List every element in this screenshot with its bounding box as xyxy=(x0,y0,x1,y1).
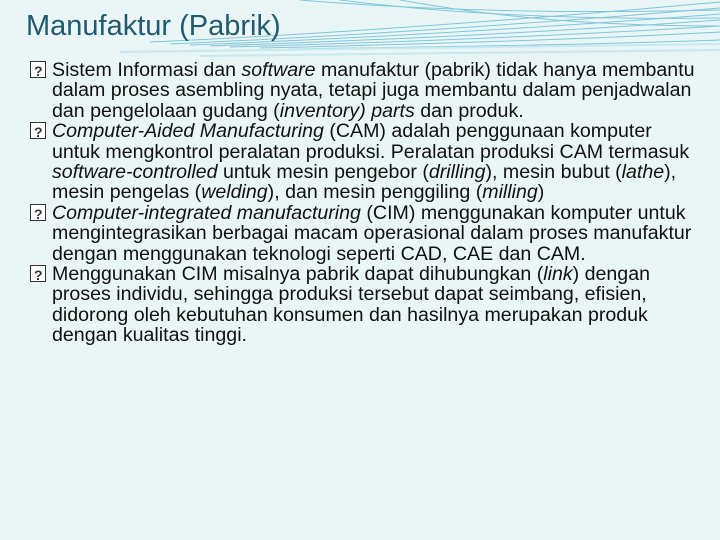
text: ), dan mesin penggiling ( xyxy=(267,181,483,204)
missing-glyph-bullet-icon xyxy=(30,265,46,282)
bullet-paragraph xyxy=(30,264,695,346)
italic-text: inventory) parts xyxy=(279,99,415,122)
text: untuk mesin pengebor ( xyxy=(217,161,429,184)
bullet-list xyxy=(30,60,695,346)
bullet-paragraph xyxy=(30,203,695,264)
slide-title: Manufaktur (Pabrik) xyxy=(26,10,281,42)
text: Menggunakan CIM misalnya pabrik dapat dihubungkan ( xyxy=(52,263,544,286)
text: (CIM) menggunakan komputer untuk mengintegrasikan berbagai macam operasional dalam proses manufaktur dengan menggunakan teknologi seperti CAD, CAE dan CAM. xyxy=(52,201,692,265)
italic-text: Computer-Aided Manufacturing xyxy=(52,120,324,143)
bullet-paragraph xyxy=(30,121,695,203)
italic-text: link xyxy=(543,263,573,286)
text: (CAM) adalah penggunaan komputer untuk mengkontrol peralatan produksi. Peralatan produksi CAM termasuk xyxy=(52,120,690,163)
italic-text: lathe xyxy=(621,161,665,184)
italic-text: Computer-integrated manufacturing xyxy=(52,201,361,224)
italic-text: software-controlled xyxy=(52,161,218,184)
bullet-paragraph xyxy=(30,60,695,121)
text: ), mesin bubut ( xyxy=(485,161,622,184)
italic-text: drilling xyxy=(428,161,486,184)
italic-text: welding xyxy=(201,181,268,204)
text: Sistem Informasi dan xyxy=(52,59,242,81)
text: ) xyxy=(537,181,545,204)
text: manufaktur (pabrik) tidak hanya membantu dalam proses asembling nyata, tetapi juga membantu dalam penjadwalan dan pengelolaan gudang ( xyxy=(52,59,695,122)
text: ), mesin pengelas ( xyxy=(52,161,677,204)
text: dan produk. xyxy=(414,99,524,122)
missing-glyph-bullet-icon xyxy=(30,122,46,139)
missing-glyph-bullet-icon xyxy=(30,204,46,221)
italic-text: milling xyxy=(482,181,538,204)
text: ) dengan proses individu, sehingga produksi tersebut dapat seimbang, efisien, didorong oleh kebutuhan konsumen dan hasilnya merupakan produk dengan kualitas tinggi. xyxy=(52,263,650,347)
missing-glyph-bullet-icon xyxy=(30,61,46,78)
italic-text: software xyxy=(241,59,316,81)
